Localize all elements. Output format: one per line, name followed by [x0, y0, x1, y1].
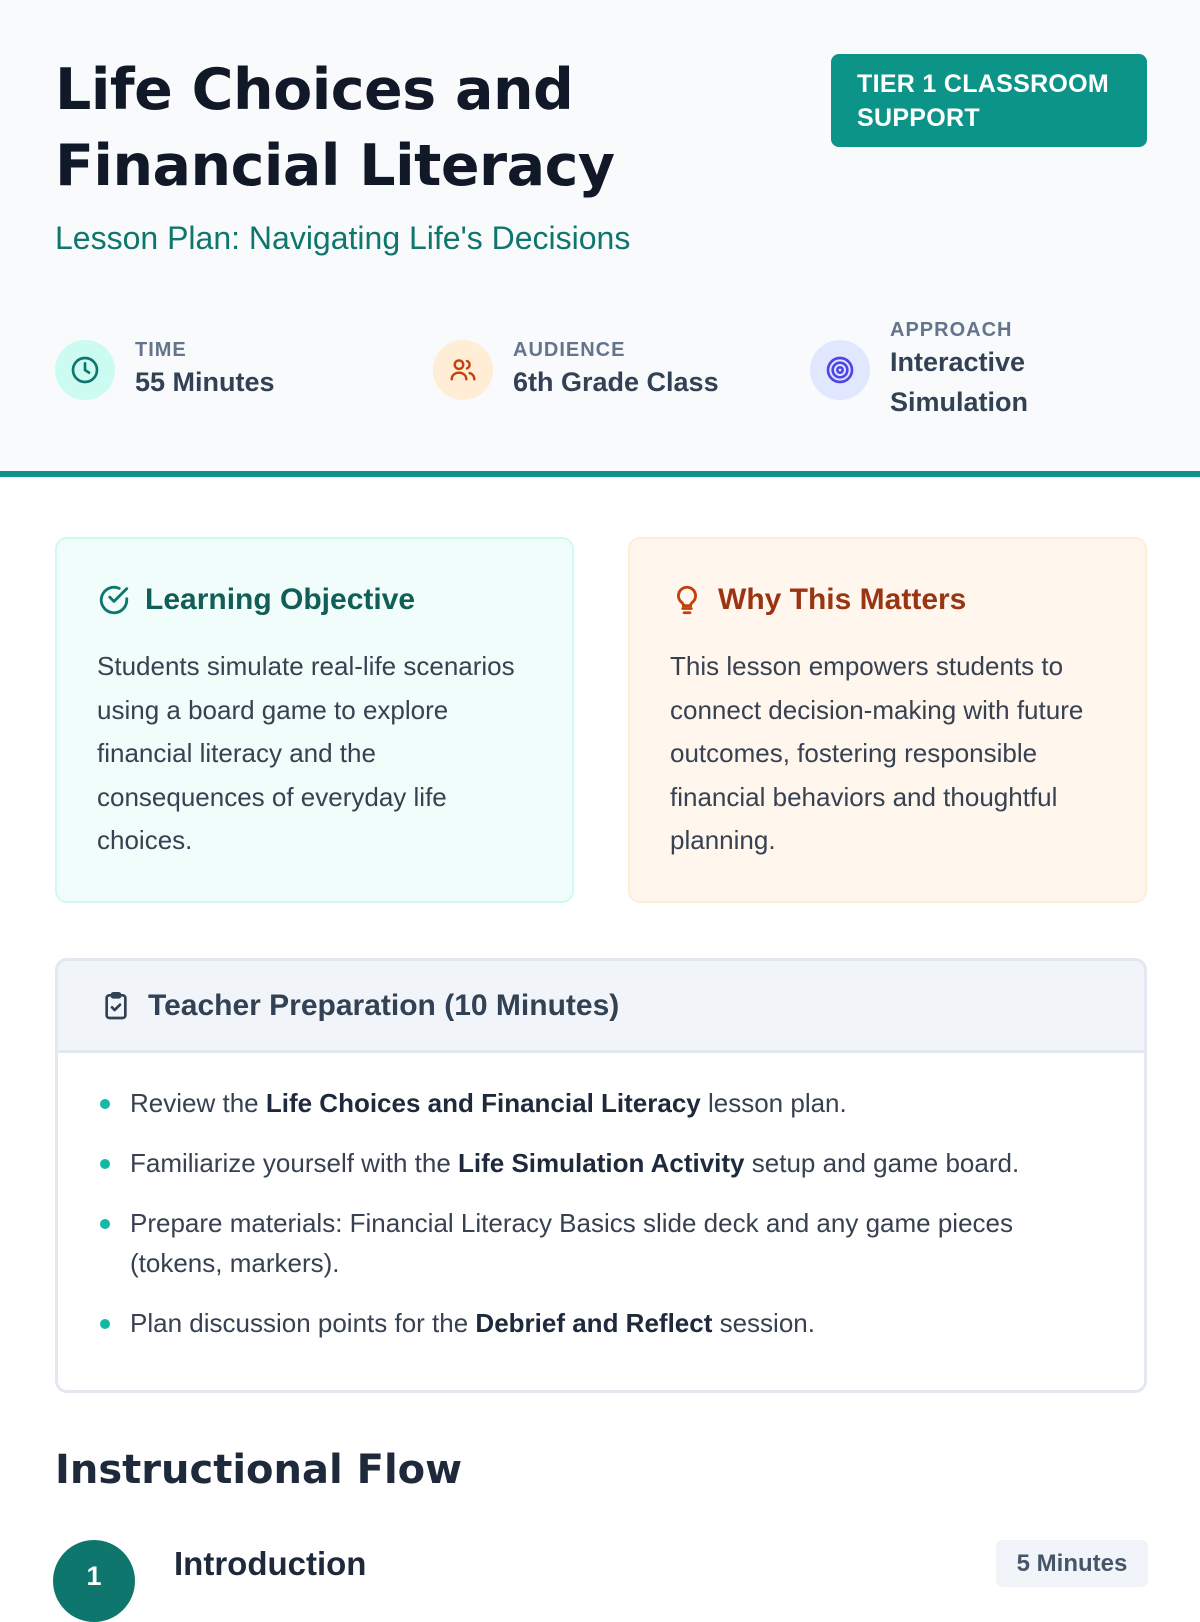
meta-approach-label: APPROACH	[890, 318, 1013, 341]
step-duration-badge: 5 Minutes	[996, 1540, 1148, 1587]
meta-approach	[810, 320, 1070, 420]
preparation-list	[58, 1053, 1144, 1343]
learning-objective-text: Students simulate real-life scenarios using a board game to explore financial literacy and the consequences of everyday life choices.	[97, 651, 515, 855]
teacher-preparation-title: Teacher Preparation (10 Minutes)	[148, 988, 620, 1022]
clipboard-check-icon	[100, 990, 132, 1022]
why-this-matters-card	[628, 537, 1147, 903]
step-title: Introduction	[174, 1545, 367, 1582]
page-title: Life Choices and Financial Literacy	[55, 57, 615, 199]
instructional-flow-heading: Instructional Flow	[55, 1447, 463, 1493]
page-subtitle: Lesson Plan: Navigating Life's Decisions	[55, 220, 631, 256]
step-number: 1	[53, 1540, 135, 1622]
lightbulb-icon	[670, 583, 704, 617]
lesson-header	[0, 0, 1200, 477]
list-item: Familiarize yourself with the Life Simulation Activity setup and game board.	[100, 1143, 1104, 1183]
list-item: Plan discussion points for the Debrief and Reflect session.	[100, 1303, 1104, 1343]
meta-audience-value: 6th Grade Class	[513, 366, 719, 397]
meta-time-label: TIME	[135, 338, 187, 361]
meta-audience-label: AUDIENCE	[513, 338, 626, 361]
target-icon	[810, 340, 870, 400]
teacher-preparation-panel	[55, 958, 1147, 1393]
list-item: Review the Life Choices and Financial Literacy lesson plan.	[100, 1083, 1104, 1123]
why-this-matters-title: Why This Matters	[718, 583, 967, 616]
check-circle-icon	[97, 583, 131, 617]
learning-objective-title: Learning Objective	[145, 583, 416, 616]
meta-audience	[433, 320, 719, 420]
tier-badge: TIER 1 CLASSROOM SUPPORT	[831, 54, 1147, 147]
users-icon	[433, 340, 493, 400]
learning-objective-card	[55, 537, 574, 903]
meta-time-value: 55 Minutes	[135, 366, 275, 397]
why-this-matters-text: This lesson empowers students to connect decision-making with future outcomes, fostering responsible financial behaviors and thoughtful planning.	[670, 651, 1084, 855]
meta-approach-value: Interactive Simulation	[890, 346, 1029, 417]
meta-time	[55, 320, 275, 420]
list-item: Prepare materials: Financial Literacy Basics slide deck and any game pieces (tokens, markers).	[100, 1203, 1104, 1283]
clock-icon	[55, 340, 115, 400]
